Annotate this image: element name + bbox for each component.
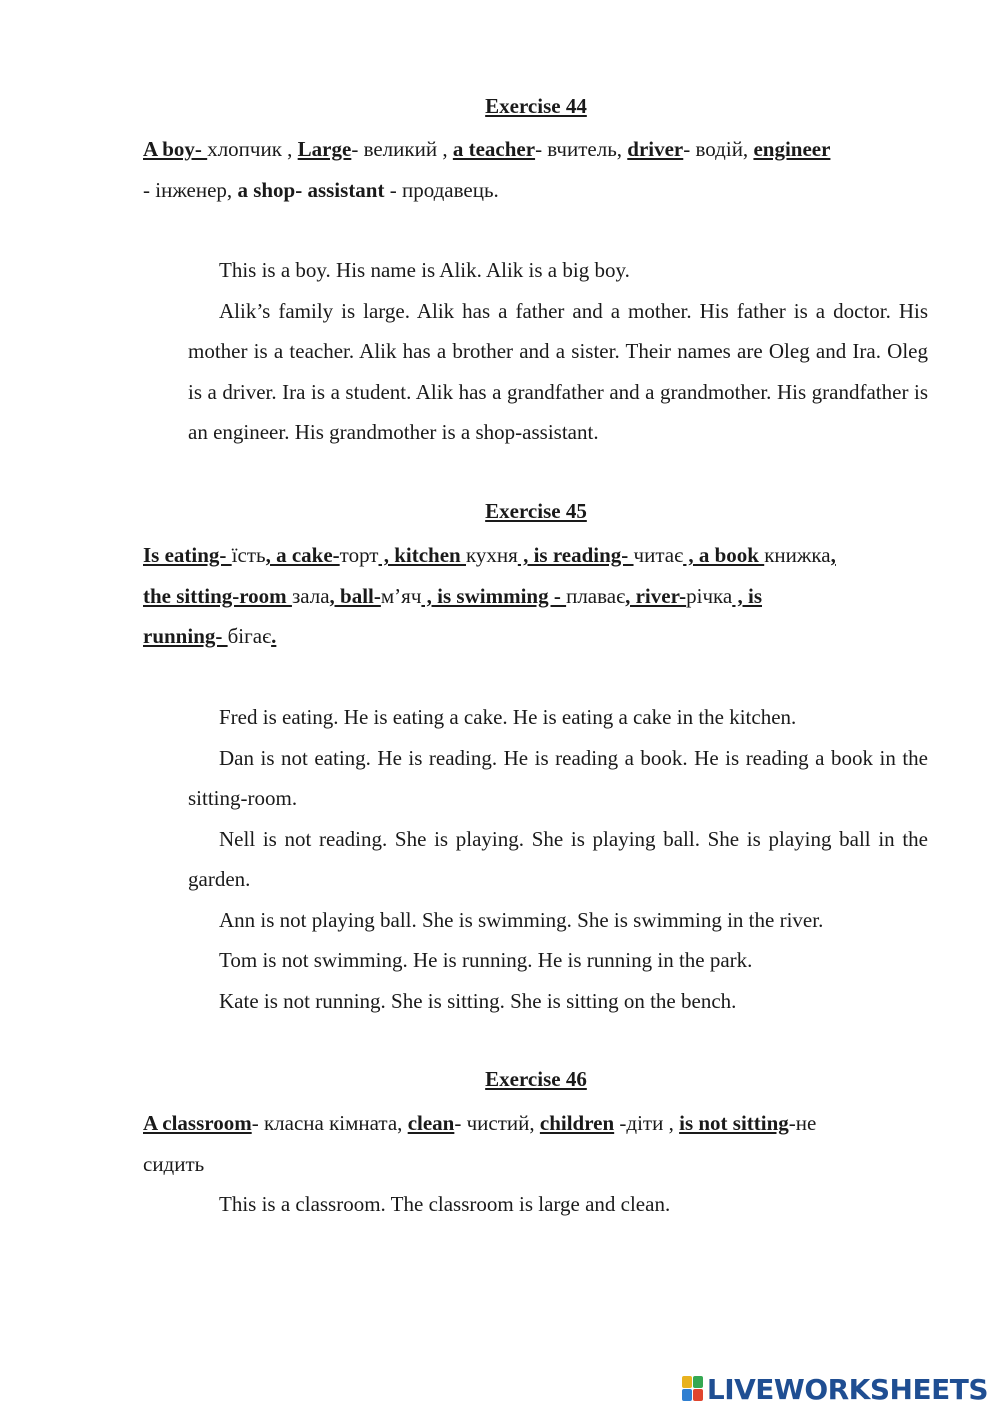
paragraph: Ann is not playing ball. She is swimming. She is swimming in the river. bbox=[219, 907, 824, 932]
vocab-translation: - класна кімната, bbox=[251, 1111, 408, 1135]
exercise-45-title: Exercise 45 bbox=[485, 499, 587, 523]
vocab-term: a teacher bbox=[452, 137, 536, 161]
vocab-term: , kitchen bbox=[378, 543, 466, 567]
vocab-translation: - продавець. bbox=[384, 177, 499, 202]
vocab-translation: - чистий, bbox=[454, 1111, 540, 1135]
vocab-translation: кухня bbox=[466, 543, 518, 567]
vocab-term: running- bbox=[143, 624, 228, 648]
vocab-translation: - великий , bbox=[351, 137, 453, 161]
vocab-translation: торт bbox=[339, 543, 379, 567]
vocab-term: is not sitting bbox=[679, 1111, 789, 1135]
vocab-translation: - водій, bbox=[683, 137, 754, 161]
vocab-term: , is reading- bbox=[517, 543, 634, 567]
liveworksheets-logo-icon bbox=[682, 1376, 704, 1402]
vocab-translation: їсть bbox=[231, 543, 266, 567]
exercise-46-text bbox=[188, 1184, 928, 1225]
vocab-translation: - інженер, bbox=[143, 177, 238, 202]
vocab-separator: . bbox=[271, 624, 277, 648]
paragraph: This is a boy. His name is Alik. Alik is a big boy. bbox=[219, 258, 630, 282]
vocab-term: A boy- bbox=[143, 137, 208, 161]
vocab-translation: зала bbox=[291, 583, 330, 608]
vocab-term: , is swimming - bbox=[421, 583, 567, 608]
exercise-44-title: Exercise 44 bbox=[485, 94, 587, 118]
vocab-term: , a book bbox=[683, 543, 765, 567]
paragraph: This is a classroom. The classroom is large and clean. bbox=[219, 1192, 671, 1216]
logo-text: LIVEWORKSHEETS bbox=[706, 1372, 988, 1406]
vocab-term: Is eating- bbox=[143, 543, 232, 567]
paragraph: Dan is not eating. He is reading. He is reading a book. He is reading a book in the sitting-room. bbox=[188, 745, 928, 810]
vocab-translation: -діти , bbox=[614, 1111, 680, 1135]
vocab-term: children bbox=[539, 1111, 615, 1135]
vocab-translation: книжка bbox=[764, 543, 831, 567]
exercise-44-text bbox=[188, 250, 928, 453]
vocab-term: , a cake- bbox=[265, 543, 340, 567]
paragraph: Alik’s family is large. Alik has a father and a mother. His father is a doctor. His mother is a teacher. Alik has a brother and a sister. Their names are Oleg and Ira. Oleg is a driver. Ira is a student. Alik has a grandfather and a grandmother. His grandfather is an engineer. His grandmother is a shop-assistant. bbox=[188, 298, 928, 444]
vocab-translation: читає bbox=[633, 543, 684, 567]
vocab-term: , ball- bbox=[329, 583, 381, 608]
vocab-term: driver bbox=[627, 137, 684, 161]
vocab-translation: сидить bbox=[143, 1151, 205, 1176]
vocab-translation: -не bbox=[788, 1111, 817, 1135]
vocab-term: engineer bbox=[753, 137, 831, 161]
paragraph: Nell is not reading. She is playing. She is playing ball. She is playing ball in the garden. bbox=[188, 826, 928, 891]
vocab-term: Large bbox=[297, 137, 352, 161]
paragraph: Tom is not swimming. He is running. He is running in the park. bbox=[219, 948, 753, 972]
vocab-term: clean bbox=[407, 1111, 455, 1135]
exercise-46-vocabulary bbox=[143, 1103, 921, 1184]
paragraph: Fred is eating. He is eating a cake. He is eating a cake in the kitchen. bbox=[219, 705, 797, 729]
vocab-term: A classroom bbox=[143, 1111, 252, 1135]
paragraph: Kate is not running. She is sitting. She is sitting on the bench. bbox=[219, 988, 737, 1013]
vocab-translation: бігає bbox=[227, 624, 272, 648]
exercise-45-text bbox=[188, 697, 928, 1021]
vocab-term: , is bbox=[732, 583, 762, 608]
vocab-term: , river- bbox=[625, 583, 687, 608]
vocab-separator: , bbox=[830, 543, 836, 567]
vocab-term: a shop- assistant bbox=[237, 177, 385, 202]
vocab-term: the sitting-room bbox=[143, 583, 292, 608]
exercise-46-title: Exercise 46 bbox=[485, 1067, 587, 1091]
vocab-translation: хлопчик , bbox=[207, 137, 298, 161]
vocab-translation: - вчитель, bbox=[535, 137, 628, 161]
vocab-translation: плаває bbox=[566, 583, 626, 608]
exercise-44-vocabulary bbox=[143, 129, 921, 210]
vocab-translation: м’яч bbox=[380, 583, 422, 608]
liveworksheets-logo[interactable] bbox=[682, 1374, 988, 1404]
vocab-translation: річка bbox=[686, 583, 733, 608]
exercise-45-vocabulary bbox=[143, 535, 921, 657]
